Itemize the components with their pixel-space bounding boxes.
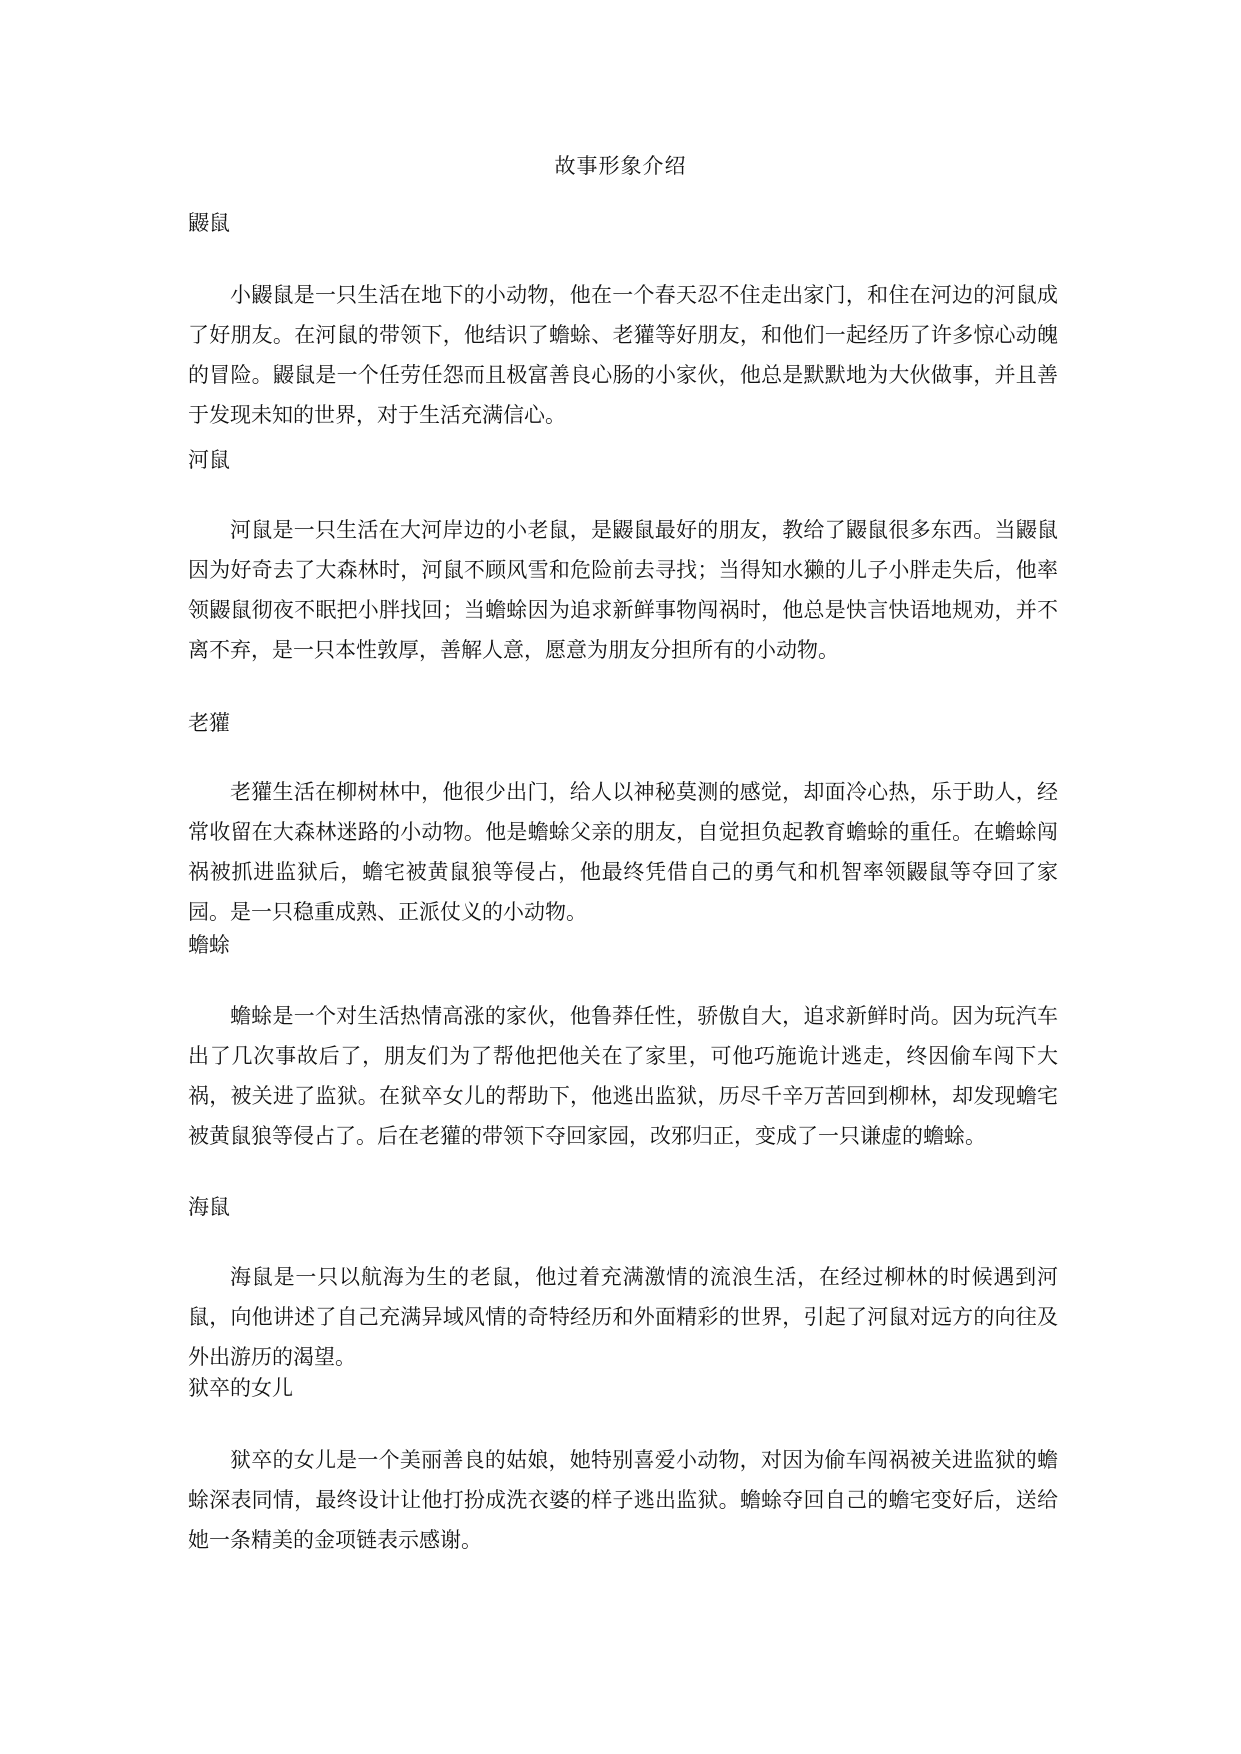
section-text-mole: 小鼹鼠是一只生活在地下的小动物，他在一个春天忍不住走出家门，和住在河边的河鼠成了好朋友。在河鼠的带领下，他结识了蟾蜍、老獾等好朋友，和他们一起经历了许多惊心动魄的冒险。鼹鼠是一个任劳任怨而且极富善良心肠的小家伙，他总是默默地为大伙做事，并且善于发现未知的世界，对于生活充满信心。 [188,283,1058,427]
section-text-jailers-daughter: 狱卒的女儿是一个美丽善良的姑娘，她特别喜爱小动物，对因为偷车闯祸被关进监狱的蟾蜍深表同情，最终设计让他打扮成洗衣婆的样子逃出监狱。蟾蜍夺回自己的蟾宅变好后，送给她一条精美的金项链表示感谢。 [188,1448,1058,1552]
section-text-badger: 老獾生活在柳树林中，他很少出门，给人以神秘莫测的感觉，却面冷心热，乐于助人，经常收留在大森林迷路的小动物。他是蟾蜍父亲的朋友，自觉担负起教育蟾蜍的重任。在蟾蜍闯祸被抓进监狱后，蟾宅被黄鼠狼等侵占，他最终凭借自己的勇气和机智率领鼹鼠等夺回了家园。是一只稳重成熟、正派仗义的小动物。 [188,780,1058,924]
section-text-water-rat: 河鼠是一只生活在大河岸边的小老鼠，是鼹鼠最好的朋友，教给了鼹鼠很多东西。当鼹鼠因为好奇去了大森林时，河鼠不顾风雪和危险前去寻找；当得知水獭的儿子小胖走失后，他率领鼹鼠彻夜不眠把小胖找回；当蟾蜍因为追求新鲜事物闯祸时，他总是快言快语地规劝，并不离不弃，是一只本性敦厚，善解人意，愿意为朋友分担所有的小动物。 [188,518,1058,662]
section-heading-badger: 老獾 [188,711,230,735]
section-text-toad: 蟾蜍是一个对生活热情高涨的家伙，他鲁莽任性，骄傲自大，追求新鲜时尚。因为玩汽车出了几次事故后了，朋友们为了帮他把他关在了家里，可他巧施诡计逃走，终因偷车闯下大祸，被关进了监狱。在狱卒女儿的帮助下，他逃出监狱，历尽千辛万苦回到柳林，却发现蟾宅被黄鼠狼等侵占了。后在老獾的带领下夺回家园，改邪归正，变成了一只谦虚的蟾蜍。 [188,1004,1058,1148]
section-heading-mole: 鼹鼠 [188,211,230,235]
section-text-sea-rat: 海鼠是一只以航海为生的老鼠，他过着充满激情的流浪生活，在经过柳林的时候遇到河鼠，向他讲述了自己充满异域风情的奇特经历和外面精彩的世界，引起了河鼠对远方的向往及外出游历的渴望。 [188,1265,1058,1369]
document-title: 故事形象介绍 [554,154,687,178]
section-heading-jailers-daughter: 狱卒的女儿 [188,1376,293,1400]
section-heading-sea-rat: 海鼠 [188,1195,230,1219]
section-heading-water-rat: 河鼠 [188,448,230,472]
section-heading-toad: 蟾蜍 [188,933,230,957]
